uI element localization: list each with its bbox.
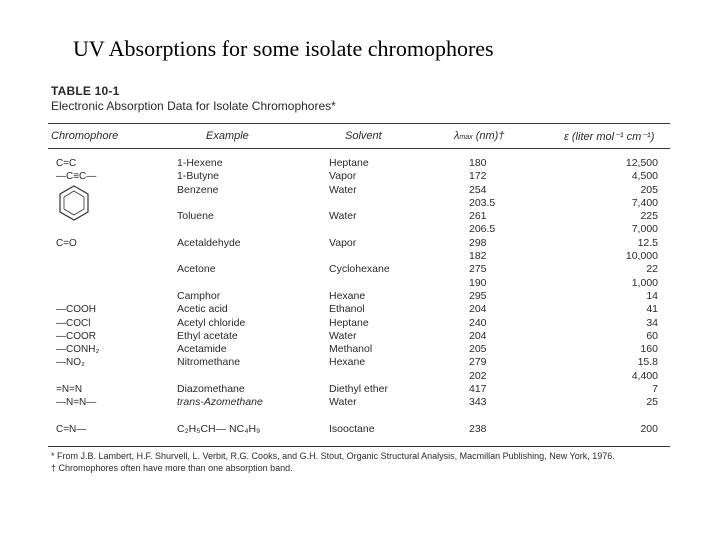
table-body (48, 157, 670, 436)
cell-lam: 206.5 (469, 223, 496, 236)
cell-ex: Acetaldehyde (177, 236, 241, 249)
cell-lam: 203.5 (469, 196, 496, 209)
cell-ex: Benzene (177, 183, 219, 196)
table-row (48, 157, 670, 170)
cell-eps: 10,000 (625, 250, 658, 263)
header-lambda (454, 130, 504, 142)
cell-eps: 22 (646, 263, 658, 276)
cell-sol: Vapor (329, 170, 357, 183)
cell-chr: —COOR (56, 330, 96, 342)
cell-ex: Acetyl chloride (177, 316, 246, 329)
cell-eps: 12.5 (637, 236, 658, 249)
table-row (48, 170, 670, 183)
cell-lam: 275 (469, 263, 487, 276)
cell-ex: Camphor (177, 289, 221, 302)
header-epsilon: ε (liter mol⁻¹ cm⁻¹) (564, 131, 655, 143)
cell-eps: 34 (646, 316, 658, 329)
cell-sol: Hexane (329, 289, 366, 302)
table-row (48, 237, 670, 250)
table-row (48, 263, 670, 276)
cell-eps: 60 (646, 329, 658, 342)
cell-eps: 7,400 (631, 196, 658, 209)
table-row (48, 290, 670, 303)
cell-lam: 204 (469, 303, 487, 316)
cell-sol: Ethanol (329, 303, 365, 316)
cell-sol: Water (329, 210, 357, 223)
cell-sol: Heptane (329, 157, 369, 169)
cell-chr: =N=N (56, 384, 83, 396)
cell-eps: 12,500 (625, 157, 658, 169)
cell-eps: 225 (640, 210, 658, 223)
header-example: Example (206, 130, 249, 142)
table-row (48, 343, 670, 356)
table-row (48, 396, 670, 409)
cell-chr: C=O (56, 237, 77, 249)
cell-lam: 205 (469, 343, 487, 356)
cell-sol: Water (329, 183, 357, 196)
cell-ex: Acetic acid (177, 303, 228, 316)
table-row (48, 330, 670, 343)
cell-eps: 200 (640, 422, 658, 435)
cell-eps: 1,000 (631, 276, 658, 289)
cell-ex: trans-Azomethane (177, 396, 263, 409)
lambda-unit: (nm)† (475, 130, 505, 142)
cell-eps: 160 (640, 343, 658, 356)
cell-lam: 172 (469, 170, 487, 183)
slide-title: UV Absorptions for some isolate chromophores (73, 36, 494, 61)
cell-eps: 4,500 (631, 170, 658, 183)
cell-chr: —NO₂ (56, 357, 85, 369)
cell-lam: 238 (469, 422, 487, 435)
cell-eps: 4,400 (631, 369, 658, 382)
cell-ex: Nitromethane (177, 356, 241, 369)
table-row (48, 303, 670, 316)
cell-chr: —COOH (56, 304, 96, 316)
table-number: TABLE 10-1 (51, 84, 120, 98)
table-row (48, 356, 670, 369)
footnote-source: * From J.B. Lambert, H.F. Shurvell, L. Verbit, R.G. Cooks, and G.H. Stout, Organic Structural Analysis, Macmillan Publishing, New York, 1976. (51, 451, 615, 461)
table-scan (48, 78, 674, 488)
cell-eps: 14 (646, 289, 658, 302)
cell-lam: 279 (469, 356, 487, 369)
cell-sol: Heptane (329, 316, 369, 329)
table-row (48, 370, 670, 383)
cell-lam: 261 (469, 210, 487, 223)
cell-chr: C=C (56, 158, 77, 169)
cell-ex: Ethyl acetate (177, 329, 238, 342)
cell-chr: —COCl (56, 317, 91, 329)
cell-eps: 205 (640, 183, 658, 196)
table-row (48, 197, 670, 210)
table-row (48, 423, 670, 436)
cell-lam: 180 (469, 157, 487, 169)
table-row (48, 184, 670, 197)
cell-ex: Acetamide (177, 343, 227, 356)
cell-ex: Acetone (177, 263, 216, 276)
cell-eps: 15.8 (637, 356, 658, 369)
cell-ex: C₂H₅CH— NC₄H₉ (177, 422, 261, 435)
cell-chr: —C≡C— (56, 171, 97, 183)
table-row (48, 410, 670, 423)
table-row (48, 250, 670, 263)
table-caption: Electronic Absorption Data for Isolate Chromophores* (51, 99, 336, 113)
cell-sol: Vapor (329, 236, 357, 249)
cell-chr: —N=N— (56, 397, 97, 409)
lambda-symbol: λ (454, 130, 460, 142)
cell-sol: Diethyl ether (329, 383, 388, 396)
footnote-bands: † Chromophores often have more than one absorption band. (51, 463, 293, 473)
cell-lam: 182 (469, 250, 487, 263)
cell-lam: 240 (469, 316, 487, 329)
cell-lam: 298 (469, 236, 487, 249)
table-row (48, 317, 670, 330)
cell-lam: 343 (469, 396, 487, 409)
header-chromophore: Chromophore (51, 130, 119, 142)
cell-lam: 254 (469, 183, 487, 196)
cell-sol: Water (329, 329, 357, 342)
cell-sol: Hexane (329, 356, 366, 369)
table-row (48, 277, 670, 290)
top-rule (48, 123, 670, 124)
cell-ex: 1-Butyne (177, 170, 220, 183)
table-row (48, 210, 670, 223)
table-row (48, 383, 670, 396)
header-rule (48, 148, 670, 149)
cell-lam: 417 (469, 383, 487, 396)
cell-ex: 1-Hexene (177, 157, 223, 169)
cell-lam: 202 (469, 369, 487, 382)
cell-sol: Isooctane (329, 422, 375, 435)
cell-sol: Methanol (329, 343, 373, 356)
lambda-subscript: max (459, 134, 473, 141)
cell-chr: —CONH₂ (56, 344, 100, 356)
cell-lam: 295 (469, 289, 487, 302)
cell-ex: Diazomethane (177, 383, 245, 396)
cell-sol: Water (329, 396, 357, 409)
cell-sol: Cyclohexane (329, 263, 390, 276)
cell-eps: 25 (646, 396, 658, 409)
cell-eps: 41 (646, 303, 658, 316)
header-solvent: Solvent (345, 130, 382, 142)
cell-eps: 7 (652, 383, 658, 396)
cell-chr: C=N— (56, 423, 87, 435)
bottom-rule (48, 446, 670, 447)
cell-ex: Toluene (177, 210, 214, 223)
cell-eps: 7,000 (631, 223, 658, 236)
cell-lam: 190 (469, 276, 487, 289)
cell-lam: 204 (469, 329, 487, 342)
table-row (48, 223, 670, 236)
